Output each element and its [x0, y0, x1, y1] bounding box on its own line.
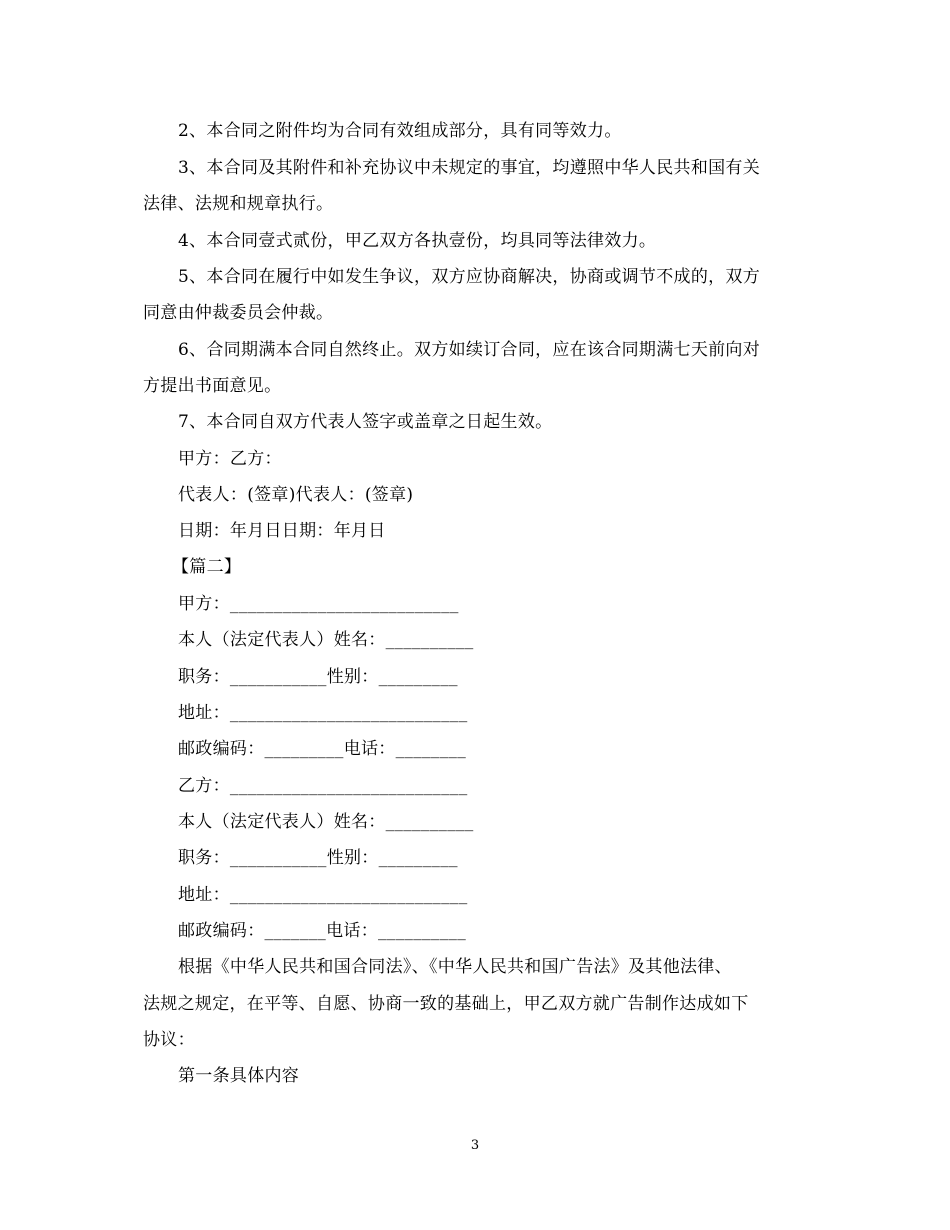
party-a-position-gender-field: 职务：___________性别：_________	[178, 667, 458, 687]
preamble-line-2: 法规之规定，在平等、自愿、协商一致的基础上，甲乙双方就广告制作达成如下	[143, 994, 749, 1014]
clause-6-line-1: 6、合同期满本合同自然终止。双方如续订合同，应在该合同期满七天前向对	[178, 340, 761, 360]
section-heading: 【篇二】	[172, 557, 242, 577]
preamble-line-3: 协议：	[143, 1030, 195, 1050]
article-1-heading: 第一条具体内容	[178, 1066, 300, 1086]
preamble-line-1: 根据《中华人民共和国合同法》、《中华人民共和国广告法》及其他法律、	[178, 957, 732, 977]
clause-5-line-2: 同意由仲裁委员会仲裁。	[143, 303, 334, 323]
clause-3-line-1: 3、本合同及其附件和补充协议中未规定的事宜，均遵照中华人民共和国有关	[178, 158, 761, 178]
clause-2: 2、本合同之附件均为合同有效组成部分，具有同等效力。	[178, 121, 622, 141]
party-b-address-field: 地址：___________________________	[178, 885, 468, 905]
party-a-name-field: 本人（法定代表人）姓名：__________	[178, 630, 474, 650]
party-b-name-field: 本人（法定代表人）姓名：__________	[178, 812, 474, 832]
clause-5-line-1: 5、本合同在履行中如发生争议，双方应协商解决，协商或调节不成的，双方	[178, 267, 761, 287]
clause-7: 7、本合同自双方代表人签字或盖章之日起生效。	[178, 412, 553, 432]
clause-6-line-2: 方提出书面意见。	[143, 376, 282, 396]
clause-4: 4、本合同壹式贰份，甲乙双方各执壹份，均具同等法律效力。	[178, 231, 657, 251]
page-number: 3	[470, 1138, 480, 1153]
clause-3-line-2: 法律、法规和规章执行。	[143, 194, 334, 214]
party-b-postcode-phone-field: 邮政编码：_______电话：__________	[178, 921, 466, 941]
signature-dates: 日期：年月日日期：年月日	[178, 521, 386, 541]
representative-signatures: 代表人：(签章)代表人：(签章)	[178, 485, 414, 505]
party-a-postcode-phone-field: 邮政编码：_________电话：________	[178, 739, 466, 759]
party-labels: 甲方：乙方：	[178, 449, 282, 469]
party-b-position-gender-field: 职务：___________性别：_________	[178, 848, 458, 868]
party-a-field: 甲方：__________________________	[178, 594, 459, 614]
party-b-field: 乙方：___________________________	[178, 776, 468, 796]
party-a-address-field: 地址：___________________________	[178, 703, 468, 723]
